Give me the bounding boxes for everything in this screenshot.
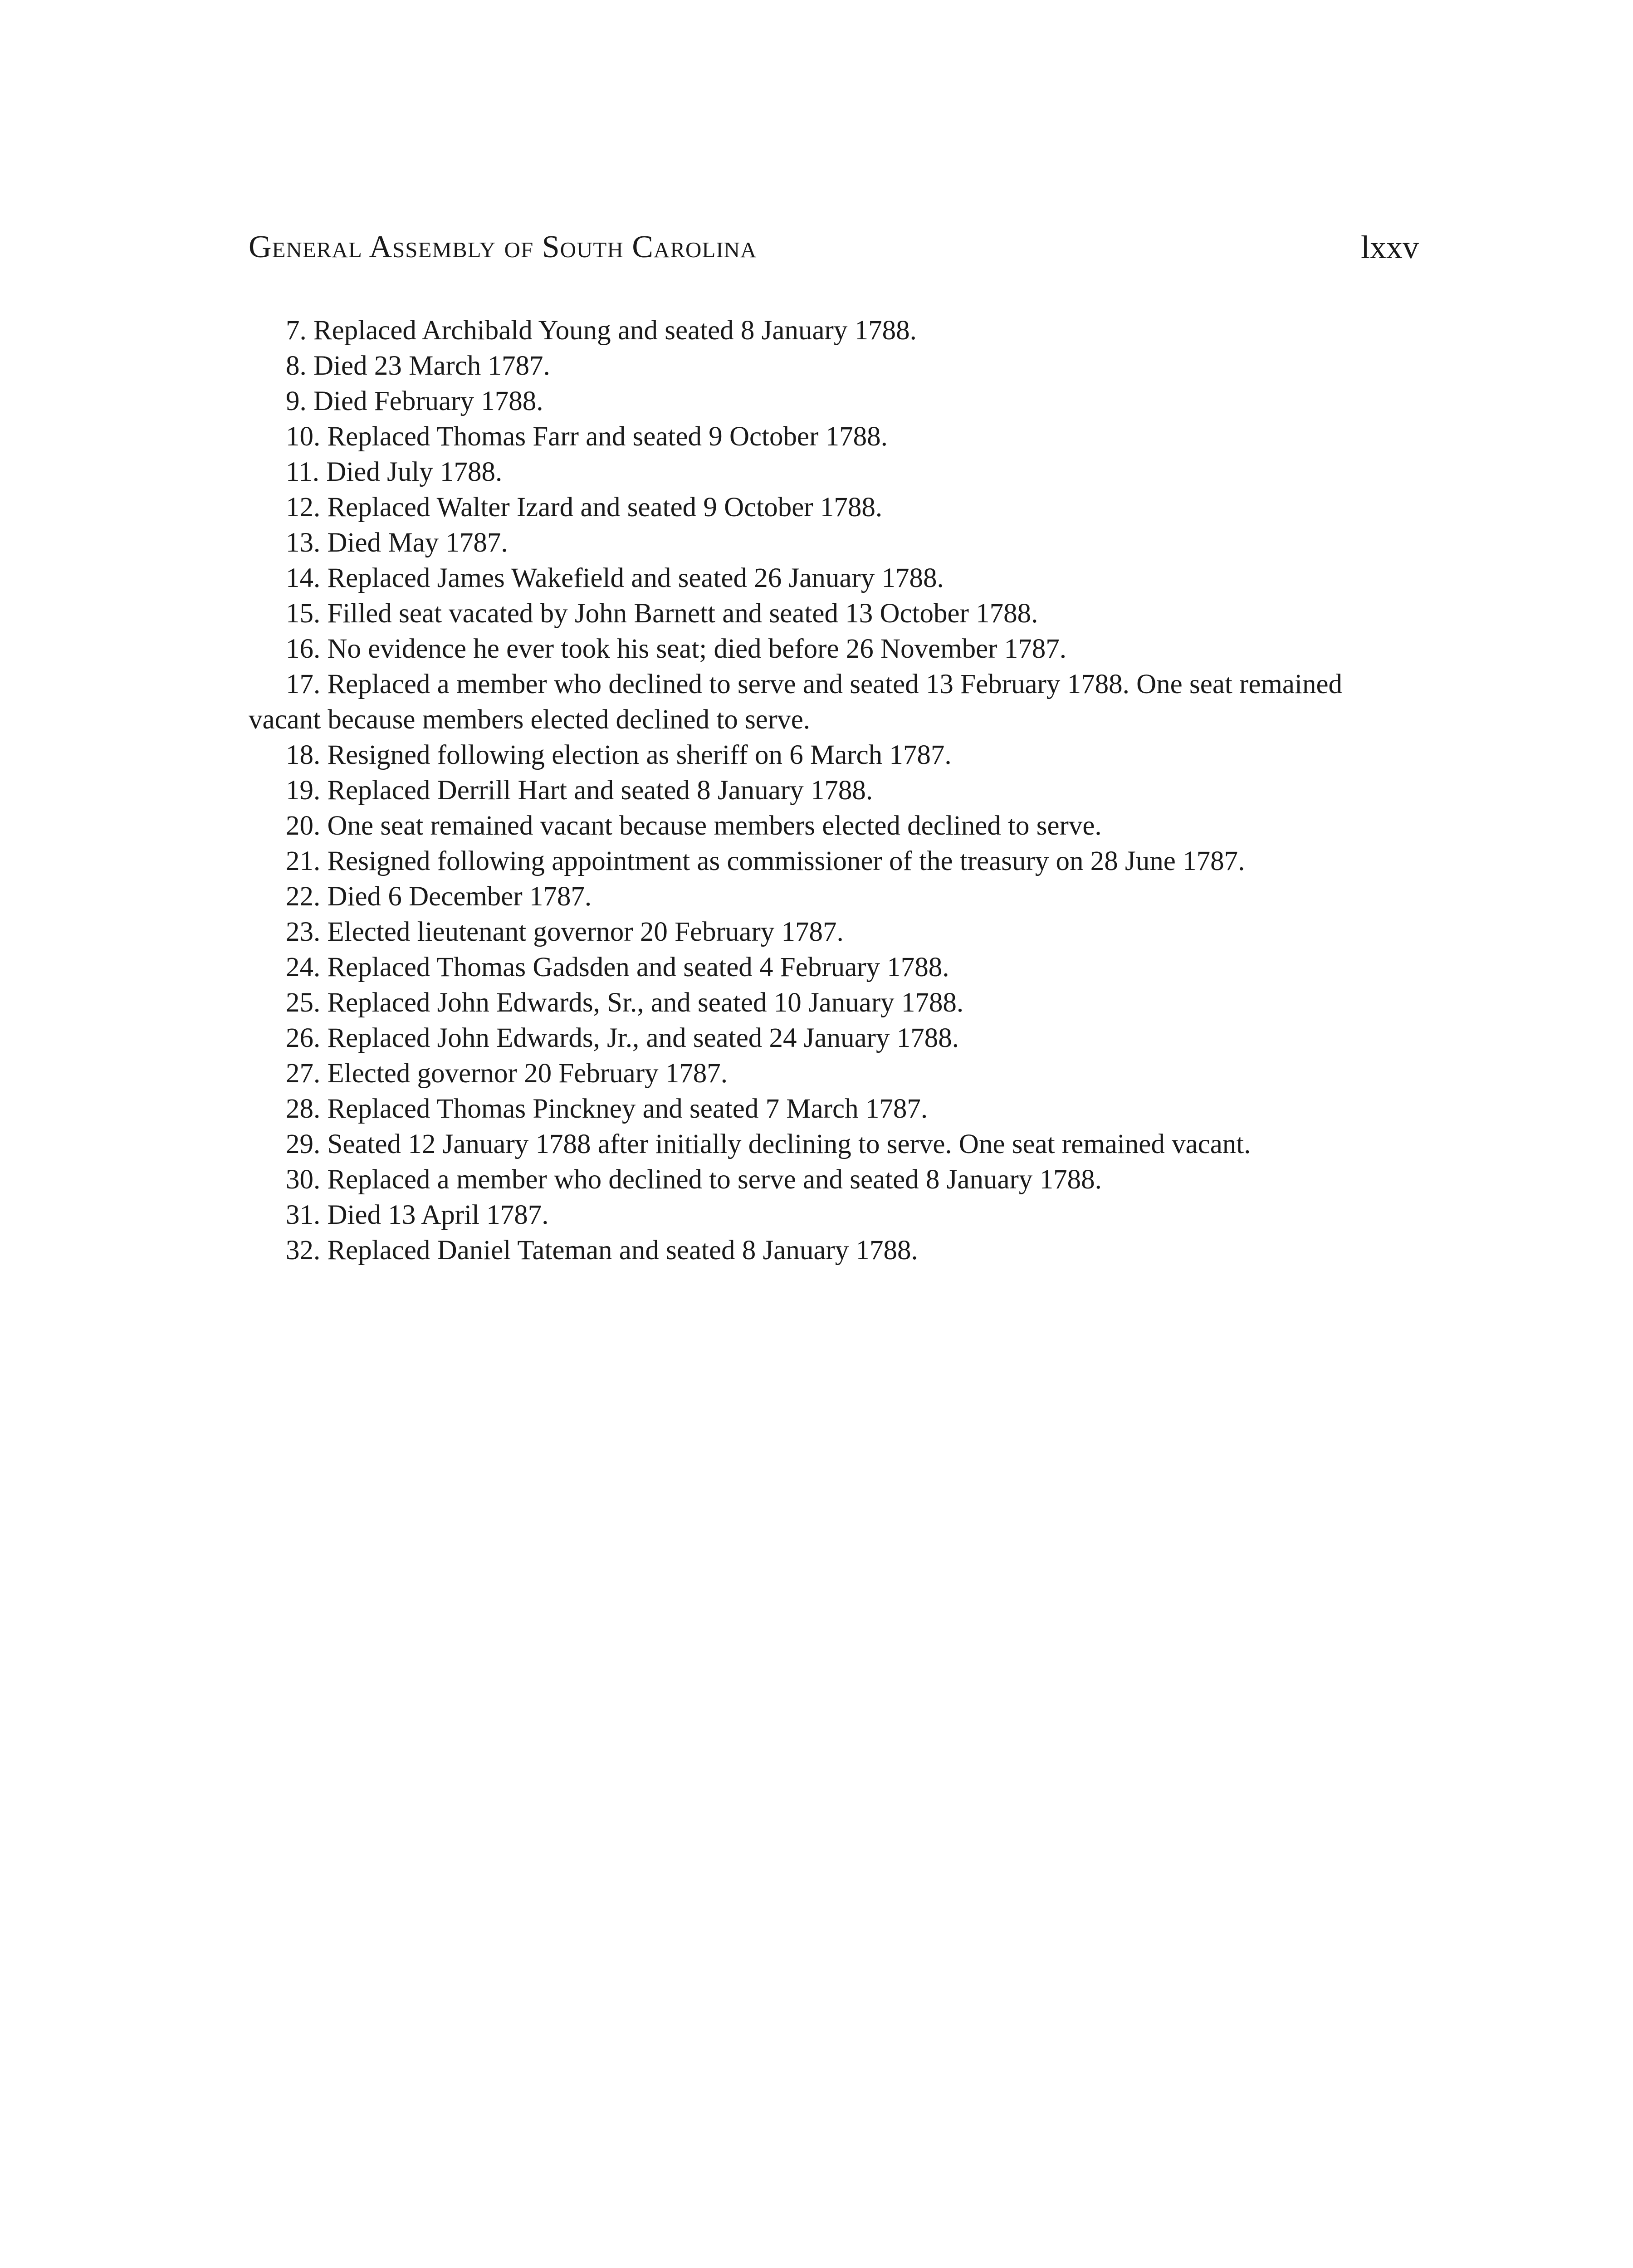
endnote [249, 667, 1419, 738]
endnote [249, 596, 1419, 631]
endnote [249, 914, 1419, 950]
endnote-text: Replaced Thomas Farr and seated 9 October 1788. [327, 421, 888, 452]
endnote-number: 29 . [286, 1129, 328, 1159]
endnote-number: 24 . [286, 952, 328, 982]
endnote-number: 23 . [286, 917, 328, 947]
endnote [249, 1198, 1419, 1233]
endnote [249, 1056, 1419, 1091]
endnote [249, 879, 1419, 914]
endnote [249, 1091, 1419, 1127]
endnote-number: 16 . [286, 634, 328, 664]
endnote-text: Replaced Thomas Gadsden and seated 4 February 1788. [327, 952, 949, 982]
endnote [249, 313, 1419, 348]
endnote-text: Died 6 December 1787. [327, 881, 592, 912]
endnote-number: 19 . [286, 775, 328, 806]
endnote-number: 7 . [286, 315, 313, 346]
endnote-number: 18 . [286, 740, 328, 770]
endnote-text: Filled seat vacated by John Barnett and seated 13 October 1788. [327, 598, 1038, 629]
endnote-number: 8 . [286, 351, 313, 381]
endnote [249, 348, 1419, 384]
endnote-number: 9 . [286, 386, 313, 416]
endnote [249, 419, 1419, 455]
endnote-number: 22 . [286, 881, 328, 912]
endnote [249, 773, 1419, 808]
running-title: General Assembly of South Carolina [249, 230, 757, 264]
endnote-text: Elected governor 20 February 1787. [327, 1058, 728, 1089]
endnote-number: 30 . [286, 1164, 328, 1195]
endnotes-list [249, 313, 1419, 1268]
endnote-number: 15 . [286, 598, 328, 629]
endnote-text: Died July 1788. [326, 457, 503, 487]
endnote [249, 985, 1419, 1021]
endnote-text: Replaced James Wakefield and seated 26 January 1788. [327, 563, 944, 593]
endnote [249, 525, 1419, 561]
endnote [249, 950, 1419, 985]
endnote-number: 12 . [286, 492, 328, 523]
endnote-text: Replaced Derrill Hart and seated 8 January 1788. [327, 775, 873, 806]
endnote [249, 490, 1419, 525]
endnote-number: 28 . [286, 1094, 328, 1124]
running-head [249, 227, 1419, 277]
endnote-text: Died 13 April 1787. [327, 1200, 549, 1230]
endnote-number: 32 . [286, 1235, 328, 1266]
endnote-number: 26 . [286, 1023, 328, 1053]
endnote [249, 631, 1419, 667]
endnote-text: Replaced Walter Izard and seated 9 October 1788. [327, 492, 883, 523]
endnote-text: Elected lieutenant governor 20 February 1787. [327, 917, 844, 947]
endnote-text: Replaced John Edwards, Jr., and seated 24 January 1788. [327, 1023, 959, 1053]
endnote-number: 25 . [286, 987, 328, 1018]
endnote-number: 11 . [286, 457, 326, 487]
endnote-number: 31 . [286, 1200, 328, 1230]
endnote [249, 455, 1419, 490]
endnote-text: Replaced Archibald Young and seated 8 January 1788. [313, 315, 917, 346]
endnote [249, 1127, 1419, 1162]
endnote [249, 738, 1419, 773]
endnote-text: Resigned following election as sheriff on 6 March 1787. [327, 740, 952, 770]
endnote-text: Died 23 March 1787. [313, 351, 550, 381]
endnote-number: 13 . [286, 528, 328, 558]
endnote-number: 21 . [286, 846, 328, 876]
endnote-text: No evidence he ever took his seat; died before 26 November 1787. [327, 634, 1067, 664]
endnote [249, 1021, 1419, 1056]
endnote-number: 10 . [286, 421, 328, 452]
endnote-number: 17 . [286, 669, 328, 699]
endnote-text: Replaced Thomas Pinckney and seated 7 March 1787. [327, 1094, 928, 1124]
endnote [249, 1233, 1419, 1268]
page-number: lxxv [1360, 229, 1419, 265]
endnote [249, 1162, 1419, 1198]
endnote-number: 27 . [286, 1058, 328, 1089]
endnote-text: Resigned following appointment as commissioner of the treasury on 28 June 1787. [327, 846, 1245, 876]
endnote-text: Died February 1788. [313, 386, 543, 416]
endnote-text: Died May 1787. [327, 528, 508, 558]
endnote [249, 808, 1419, 844]
endnote-text: One seat remained vacant because members elected declined to serve. [327, 811, 1102, 841]
endnote-text: Replaced John Edwards, Sr., and seated 10 January 1788. [327, 987, 964, 1018]
endnote [249, 384, 1419, 419]
endnote [249, 844, 1419, 879]
endnote-number: 14 . [286, 563, 328, 593]
endnote-text: Replaced a member who declined to serve and seated 13 February 1788. One seat remained vacant because members elected declined to serve. [249, 669, 1343, 735]
endnote [249, 561, 1419, 596]
endnote-number: 20 . [286, 811, 328, 841]
endnote-text: Seated 12 January 1788 after initially declining to serve. One seat remained vacant. [327, 1129, 1251, 1159]
endnote-text: Replaced a member who declined to serve and seated 8 January 1788. [327, 1164, 1102, 1195]
endnote-text: Replaced Daniel Tateman and seated 8 January 1788. [327, 1235, 918, 1266]
